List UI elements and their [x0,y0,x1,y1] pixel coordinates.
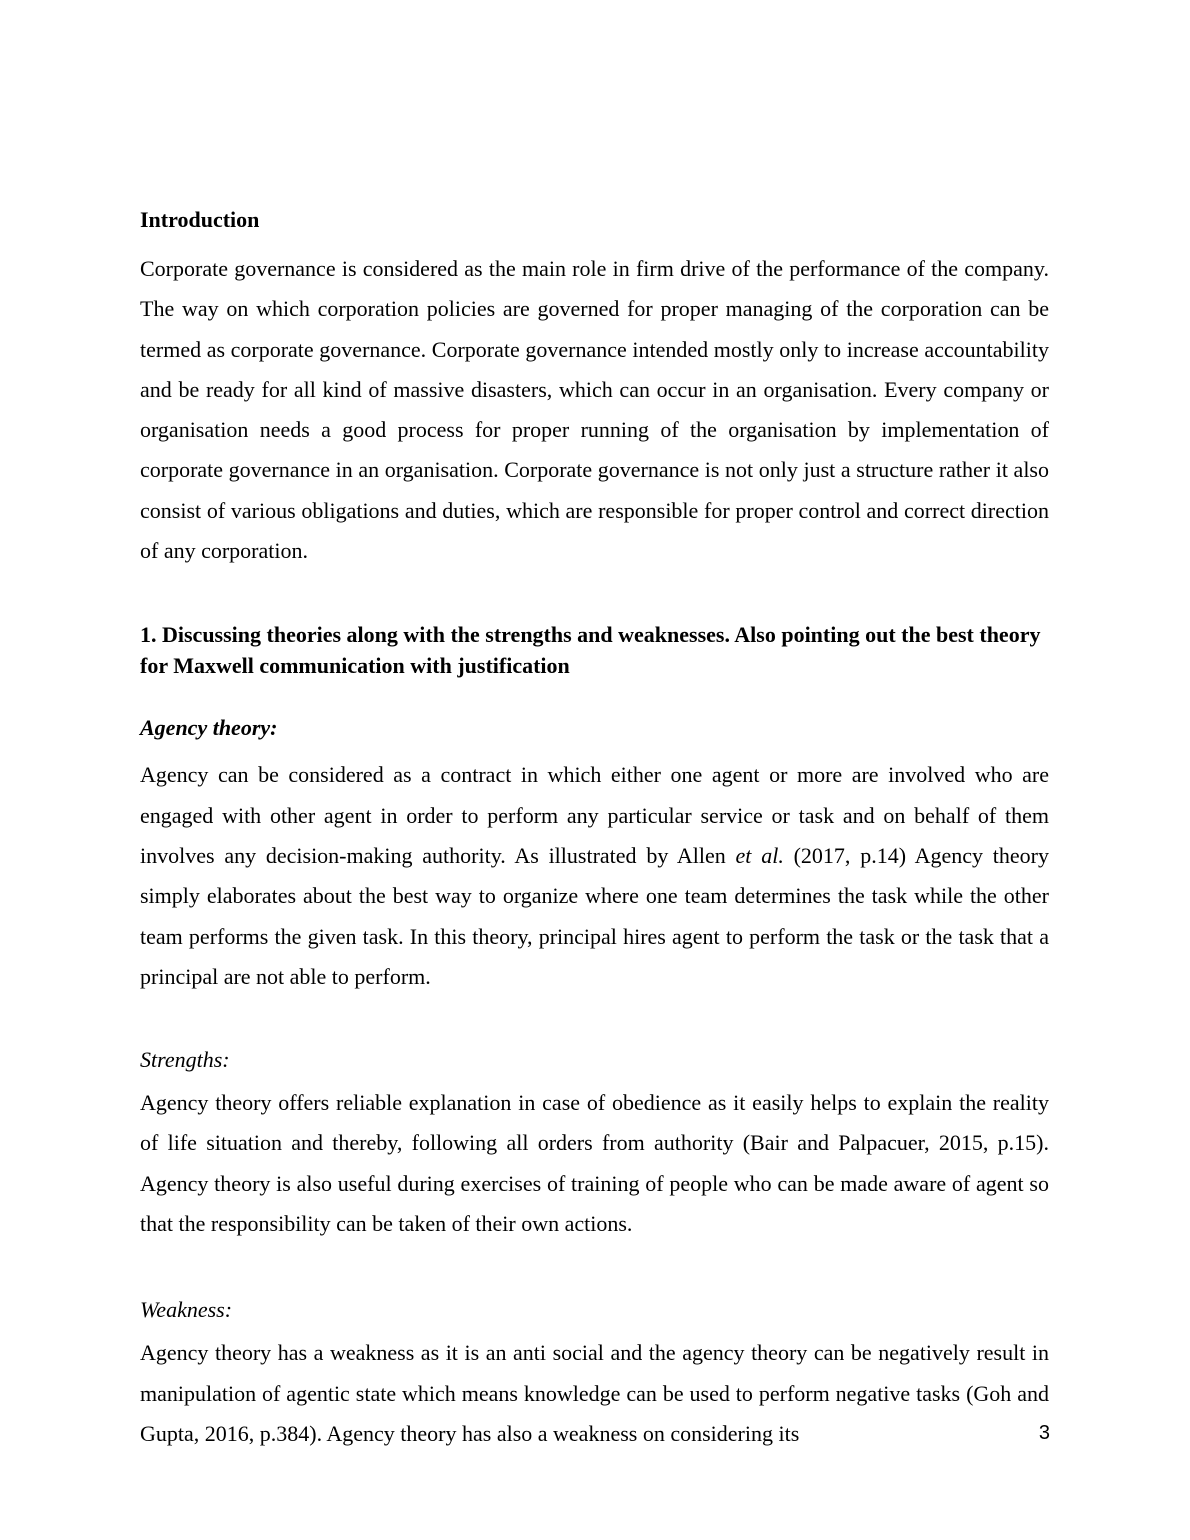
page-content [140,205,1049,1454]
strengths-paragraph: Agency theory offers reliable explanation in case of obedience as it easily helps to explain the reality of life situation and thereby, following all orders from authority (Bair and Palpacuer, 2015, p.15). Agency theory is also useful during exercises of training of people who can be made aware of agent so that the responsibility can be taken of their own actions. [140,1090,1049,1237]
weakness-paragraph: Agency theory has a weakness as it is an anti social and the agency theory can be negatively result in manipulation of agentic state which means knowledge can be used to perform negative tasks (Goh and Gupta, 2016, p.384). Agency theory has also a weakness on considering its [140,1340,1049,1446]
agency-theory-paragraph [140,755,1049,997]
introduction-paragraph: Corporate governance is considered as the main role in firm drive of the performance of the company. The way on which corporation policies are governed for proper managing of the corporation can be termed as corporate governance. Corporate governance intended mostly only to increase accountability and be ready for all kind of massive disasters, which can occur in an organisation. Every company or organisation needs a good process for proper running of the organisation by implementation of corporate governance in an organisation. Corporate governance is not only just a structure rather it also consist of various obligations and duties, which are responsible for proper control and correct direction of any corporation. [140,256,1049,564]
introduction-heading: Introduction [140,207,260,232]
citation-et-al: et al. [735,842,784,868]
weakness-label: Weakness: [140,1297,233,1323]
strengths-label: Strengths: [140,1047,230,1073]
section-1-heading: 1. Discussing theories along with the strengths and weaknesses. Also pointing out the best theory for Maxwell communication with justification [140,622,1041,679]
page-number: 3 [1038,1422,1050,1444]
agency-theory-text-2: (2017, p.14) Agency theory simply elaborates about the best way to organize where one team determines the task while the other team performs the given task. In this theory, principal hires agent to perform the task or the task that a principal are not able to perform. [140,842,1049,989]
agency-theory-heading: Agency theory: [140,715,278,741]
agency-theory-text-1: Agency can be considered as a contract in which either one agent or more are involved who are engaged with other agent in order to perform any particular service or task and on behalf of them involves any decision-making authority. As illustrated by Allen [140,762,1049,868]
